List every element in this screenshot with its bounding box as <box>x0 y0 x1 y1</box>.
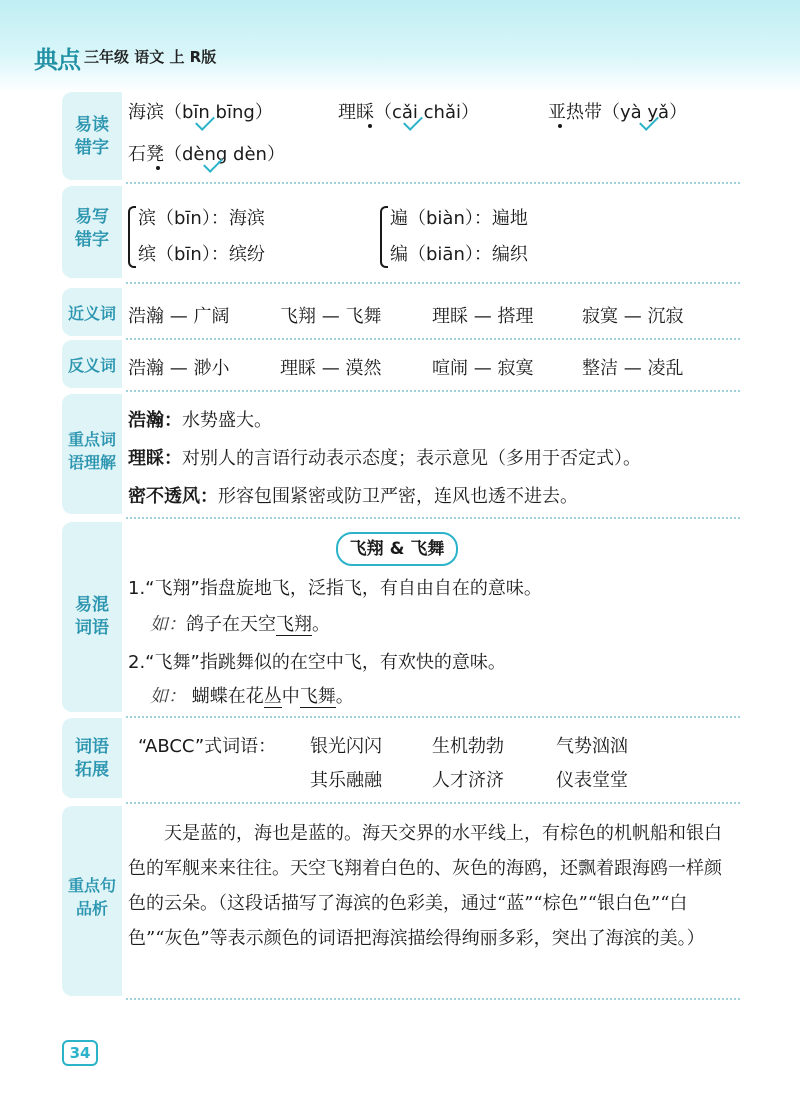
jinyi-item: 浩瀚 — 广阔 <box>128 306 230 327</box>
tuozhan-word: 生机勃勃 <box>432 736 504 757</box>
emphasis-dot-icon <box>558 124 562 128</box>
yihun-example: 如：鸽子在天空飞翔。 <box>150 614 330 635</box>
yidu-item: 海滨（bīn bīng） <box>128 102 273 123</box>
fanyi-item: 整洁 — 凌乱 <box>582 358 684 379</box>
brand-logo: 典点 <box>34 46 80 74</box>
tuozhan-word: 仪表堂堂 <box>556 770 628 791</box>
separator <box>126 338 740 340</box>
yixie-line: 遍（biàn）：遍地 <box>390 208 528 229</box>
brace-icon <box>380 206 388 268</box>
analysis-text: 天是蓝的，海也是蓝的。海天交界的水平线上，有棕色的机帆船和银白色的军舰来来往往。天空飞翔着白色的、灰色的海鸥，还飘着跟海鸥一样颜色的云朵。 <box>128 823 722 914</box>
lijie-entry: 浩瀚：水势盛大。 <box>128 410 272 431</box>
jinyi-item: 飞翔 — 飞舞 <box>280 306 382 327</box>
section-label-lijie: 重点词语理解 <box>67 430 116 472</box>
tuozhan-lead: “ABCC”式词语： <box>138 736 277 757</box>
brace-icon <box>128 206 136 268</box>
analysis-paragraph <box>128 816 738 956</box>
yihun-paragraph: 1.“飞翔”指盘旋地飞，泛指飞，有自由自在的意味。 <box>128 578 542 599</box>
separator <box>126 517 740 519</box>
emphasis-dot-icon <box>156 166 160 170</box>
separator <box>126 282 740 284</box>
yidu-item: 亚热带（yà yǎ） <box>548 102 688 123</box>
jinyi-item: 寂寞 — 沉寂 <box>582 306 684 327</box>
lijie-entry: 理睬：对别人的言语行动表示态度；表示意见（多用于否定式）。 <box>128 448 641 469</box>
fanyi-item: 理睬 — 漠然 <box>280 358 382 379</box>
lijie-entry: 密不透风：形容包围紧密或防卫严密，连风也透不进去。 <box>128 486 578 507</box>
section-label-yihun: 易混词语 <box>75 595 109 638</box>
section-label-yixie: 易写错字 <box>75 207 109 250</box>
tuozhan-word: 气势汹汹 <box>556 736 628 757</box>
yihun-paragraph: 2.“飞舞”指跳舞似的在空中飞，有欢快的意味。 <box>128 652 506 673</box>
fanyi-item: 喧闹 — 寂寞 <box>432 358 534 379</box>
section-label-jinyi: 近义词 <box>67 304 116 323</box>
section-label-fanyi: 反义词 <box>67 356 116 375</box>
topic-pill: 飞翔 & 飞舞 <box>336 532 458 566</box>
section-label-fenxi: 重点句品析 <box>67 876 116 918</box>
separator <box>126 716 740 718</box>
yidu-item: 石凳（dèng dèn） <box>128 144 285 165</box>
separator <box>126 998 740 1000</box>
section-label-yidu: 易读错字 <box>75 115 109 158</box>
fanyi-item: 浩瀚 — 渺小 <box>128 358 230 379</box>
separator <box>126 182 740 184</box>
emphasis-dot-icon <box>368 124 372 128</box>
yixie-line: 编（biān）：编织 <box>390 244 528 265</box>
separator <box>126 390 740 392</box>
separator <box>126 802 740 804</box>
tuozhan-word: 银光闪闪 <box>310 736 382 757</box>
yidu-item: 理睬（cǎi chǎi） <box>338 102 479 123</box>
jinyi-item: 理睬 — 搭理 <box>432 306 534 327</box>
page-header-title: 三年级 语文 上 R版 <box>84 48 217 66</box>
page-number: 34 <box>62 1040 98 1066</box>
analysis-note: （这段话描写了海滨的色彩美，通过“蓝”“棕色”“银白色”“白色”“灰色”等表示颜色的词语把海滨描绘得绚丽多彩，突出了海滨的美。） <box>128 893 705 949</box>
tuozhan-word: 人才济济 <box>432 770 504 791</box>
section-label-tuozhan: 词语拓展 <box>75 737 109 780</box>
yixie-line: 滨（bīn）：海滨 <box>138 208 265 229</box>
tuozhan-word: 其乐融融 <box>310 770 382 791</box>
yihun-example: 如： 蝴蝶在花丛中飞舞。 <box>150 686 354 707</box>
yixie-line: 缤（bīn）：缤纷 <box>138 244 265 265</box>
